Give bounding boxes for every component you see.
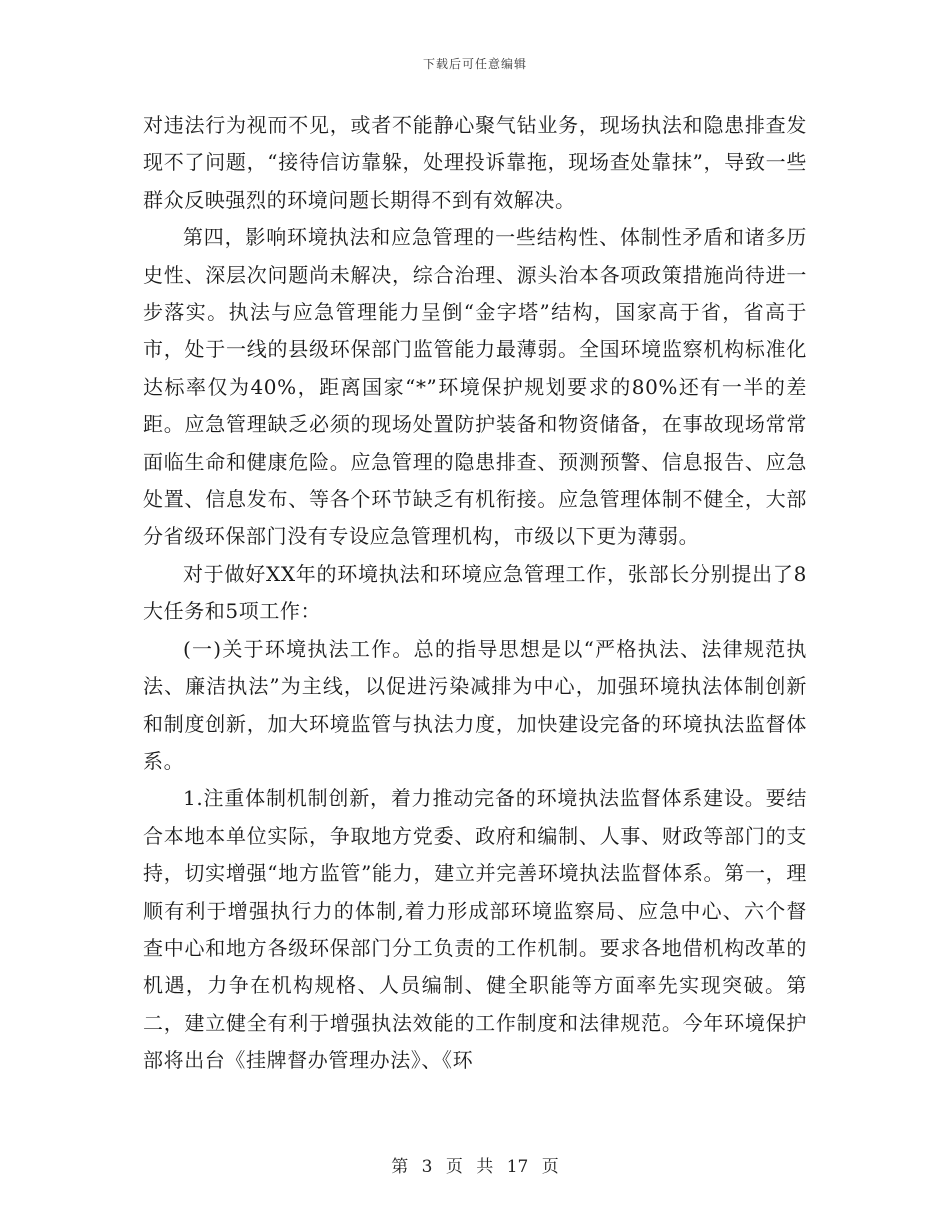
paragraph-2: 第四，影响环境执法和应急管理的一些结构性、体制性矛盾和诸多历史性、深层次问题尚未解决，综合治理、源头治本各项政策措施尚待进一步落实。执法与应急管理能力呈倒“金字塔”结构，国家高于省，省高于市，处于一线的县级环保部门监管能力最薄弱。全国环境监察机构标准化达标率仅为40%，距离国家“*”环境保护规划要求的80%还有一半的差距。应急管理缺乏必须的现场处置防护装备和物资储备，在事故现场常常面临生命和健康危险。应急管理的隐患排查、预测预警、信息报告、应急处置、信息发布、等各个环节缺乏有机衔接。应急管理体制不健全，大部分省级环保部门没有专设应急管理机构，市级以下更为薄弱。 bbox=[143, 225, 807, 549]
paragraph-4: (一)关于环境执法工作。总的指导思想是以“严格执法、法律规范执法、廉洁执法”为主线，以促进污染减排为中心，加强环境执法体制创新和制度创新，加大环境监管与执法力度，加快建设完备的环境执法监督体系。 bbox=[143, 636, 807, 773]
paragraph-1: 对违法行为视而不见，或者不能静心聚气钻业务，现场执法和隐患排查发现不了问题，“接待信访靠躲，处理投诉靠拖，现场查处靠抹”，导致一些群众反映强烈的环境问题长期得不到有效解决。 bbox=[143, 113, 807, 212]
page-footer: 第 3 页 共 17 页 bbox=[391, 1157, 559, 1177]
paragraph-5: 1.注重体制机制创新，着力推动完备的环境执法监督体系建设。要结合本地本单位实际，争取地方党委、政府和编制、人事、财政等部门的支持，切实增强“地方监管”能力，建立并完善环境执法监督体系。第一，理顺有利于增强执行力的体制,着力形成部环境监察局、应急中心、六个督查中心和地方各级环保部门分工负责的工作机制。要求各地借机构改革的机遇，力争在机构规格、人员编制、健全职能等方面率先实现突破。第二，建立健全有利于增强执法效能的工作制度和法律规范。今年环境保护部将出台《挂牌督办管理办法》、《环 bbox=[143, 786, 807, 1073]
paragraph-3: 对于做好XX年的环境执法和环境应急管理工作，张部长分别提出了8大任务和5项工作： bbox=[143, 561, 807, 624]
header-note: 下载后可任意编辑 bbox=[422, 57, 527, 71]
document-body bbox=[143, 107, 807, 1080]
